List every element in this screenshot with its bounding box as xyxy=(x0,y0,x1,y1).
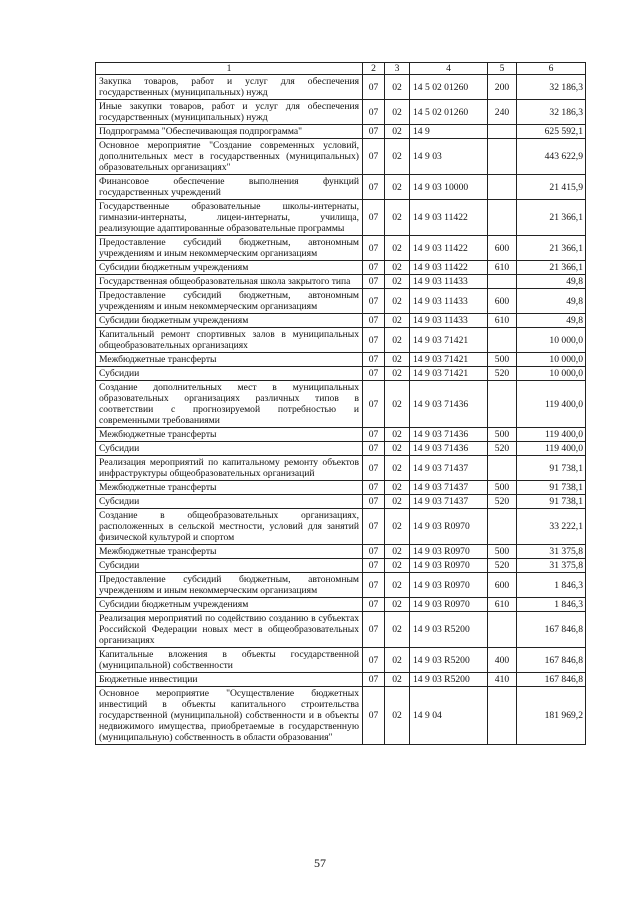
item-name-cell: Государственные образовательные школы-интернаты, гимназии-интернаты, лицеи-интернаты, училища, реализующие адаптированные образовательные программы xyxy=(96,200,363,236)
section-code-cell: 07 xyxy=(363,381,385,428)
target-article-cell: 14 9 03 R5200 xyxy=(410,612,488,648)
amount-cell: 443 622,9 xyxy=(517,139,586,175)
expense-type-cell: 600 xyxy=(488,573,517,598)
section-code-cell: 07 xyxy=(363,559,385,573)
expense-type-cell xyxy=(488,175,517,200)
item-name-cell: Субсидии бюджетным учреждениям xyxy=(96,598,363,612)
subsection-code-cell: 02 xyxy=(385,236,410,261)
item-name-cell: Капитальные вложения в объекты государственной (муниципальной) собственности xyxy=(96,648,363,673)
target-article-cell: 14 9 03 71421 xyxy=(410,367,488,381)
amount-cell: 32 186,3 xyxy=(517,100,586,125)
item-name-cell: Иные закупки товаров, работ и услуг для обеспечения государственных (муниципальных) нужд xyxy=(96,100,363,125)
expense-type-cell: 610 xyxy=(488,598,517,612)
target-article-cell: 14 9 xyxy=(410,125,488,139)
section-code-cell: 07 xyxy=(363,687,385,745)
table-row xyxy=(96,545,586,559)
amount-cell: 10 000,0 xyxy=(517,367,586,381)
table-row xyxy=(96,509,586,545)
target-article-cell: 14 9 03 R0970 xyxy=(410,509,488,545)
expense-type-cell: 600 xyxy=(488,236,517,261)
header-col-3: 3 xyxy=(385,63,410,75)
amount-cell: 181 969,2 xyxy=(517,687,586,745)
target-article-cell: 14 9 03 xyxy=(410,139,488,175)
subsection-code-cell: 02 xyxy=(385,648,410,673)
expense-type-cell: 520 xyxy=(488,495,517,509)
subsection-code-cell: 02 xyxy=(385,428,410,442)
amount-cell: 21 366,1 xyxy=(517,200,586,236)
expense-type-cell: 500 xyxy=(488,545,517,559)
expense-type-cell: 240 xyxy=(488,100,517,125)
amount-cell: 167 846,8 xyxy=(517,673,586,687)
expense-type-cell: 500 xyxy=(488,353,517,367)
section-code-cell: 07 xyxy=(363,200,385,236)
subsection-code-cell: 02 xyxy=(385,314,410,328)
item-name-cell: Межбюджетные трансферты xyxy=(96,481,363,495)
table-row xyxy=(96,381,586,428)
target-article-cell: 14 9 03 71436 xyxy=(410,428,488,442)
section-code-cell: 07 xyxy=(363,612,385,648)
header-col-5: 5 xyxy=(488,63,517,75)
table-row xyxy=(96,289,586,314)
target-article-cell: 14 9 03 11422 xyxy=(410,261,488,275)
section-code-cell: 07 xyxy=(363,367,385,381)
expense-type-cell: 520 xyxy=(488,442,517,456)
amount-cell: 119 400,0 xyxy=(517,428,586,442)
expense-type-cell xyxy=(488,381,517,428)
expense-type-cell xyxy=(488,687,517,745)
subsection-code-cell: 02 xyxy=(385,275,410,289)
item-name-cell: Межбюджетные трансферты xyxy=(96,353,363,367)
target-article-cell: 14 9 03 R5200 xyxy=(410,648,488,673)
section-code-cell: 07 xyxy=(363,175,385,200)
table-row xyxy=(96,367,586,381)
amount-cell: 1 846,3 xyxy=(517,573,586,598)
table-body xyxy=(96,75,586,745)
expense-type-cell xyxy=(488,200,517,236)
budget-table-container xyxy=(95,62,585,745)
amount-cell: 625 592,1 xyxy=(517,125,586,139)
table-row xyxy=(96,495,586,509)
subsection-code-cell: 02 xyxy=(385,598,410,612)
section-code-cell: 07 xyxy=(363,328,385,353)
table-row xyxy=(96,573,586,598)
item-name-cell: Субсидии бюджетным учреждениям xyxy=(96,261,363,275)
item-name-cell: Закупка товаров, работ и услуг для обеспечения государственных (муниципальных) нужд xyxy=(96,75,363,100)
section-code-cell: 07 xyxy=(363,139,385,175)
item-name-cell: Подпрограмма "Обеспечивающая подпрограмма" xyxy=(96,125,363,139)
amount-cell: 21 366,1 xyxy=(517,236,586,261)
table-row xyxy=(96,673,586,687)
item-name-cell: Межбюджетные трансферты xyxy=(96,428,363,442)
table-row xyxy=(96,442,586,456)
section-code-cell: 07 xyxy=(363,125,385,139)
table-row xyxy=(96,598,586,612)
target-article-cell: 14 9 03 R0970 xyxy=(410,573,488,598)
section-code-cell: 07 xyxy=(363,442,385,456)
subsection-code-cell: 02 xyxy=(385,125,410,139)
target-article-cell: 14 9 03 R0970 xyxy=(410,545,488,559)
amount-cell: 91 738,1 xyxy=(517,495,586,509)
table-row xyxy=(96,353,586,367)
item-name-cell: Субсидии бюджетным учреждениям xyxy=(96,314,363,328)
amount-cell: 31 375,8 xyxy=(517,559,586,573)
expense-type-cell: 410 xyxy=(488,673,517,687)
item-name-cell: Реализация мероприятий по капитальному ремонту объектов инфраструктуры общеобразовательных организаций xyxy=(96,456,363,481)
expense-type-cell: 600 xyxy=(488,289,517,314)
section-code-cell: 07 xyxy=(363,673,385,687)
table-row xyxy=(96,428,586,442)
target-article-cell: 14 9 03 11433 xyxy=(410,289,488,314)
expense-type-cell xyxy=(488,275,517,289)
amount-cell: 21 415,9 xyxy=(517,175,586,200)
item-name-cell: Финансовое обеспечение выполнения функций государственных учреждений xyxy=(96,175,363,200)
section-code-cell: 07 xyxy=(363,648,385,673)
subsection-code-cell: 02 xyxy=(385,573,410,598)
target-article-cell: 14 9 03 71436 xyxy=(410,381,488,428)
item-name-cell: Бюджетные инвестиции xyxy=(96,673,363,687)
expense-type-cell: 400 xyxy=(488,648,517,673)
item-name-cell: Создание дополнительных мест в муниципальных образовательных организациях различных типов в соответствии с прогнозируемой потребностью и современными требованиями xyxy=(96,381,363,428)
subsection-code-cell: 02 xyxy=(385,261,410,275)
section-code-cell: 07 xyxy=(363,481,385,495)
target-article-cell: 14 5 02 01260 xyxy=(410,75,488,100)
subsection-code-cell: 02 xyxy=(385,353,410,367)
item-name-cell: Капитальный ремонт спортивных залов в муниципальных общеобразовательных организациях xyxy=(96,328,363,353)
subsection-code-cell: 02 xyxy=(385,687,410,745)
expense-type-cell xyxy=(488,456,517,481)
target-article-cell: 14 9 03 71421 xyxy=(410,353,488,367)
amount-cell: 1 846,3 xyxy=(517,598,586,612)
subsection-code-cell: 02 xyxy=(385,139,410,175)
item-name-cell: Основное мероприятие "Осуществление бюджетных инвестиций в объекты капитального строительства государственной (муниципальной) собственности и в объекты недвижимого имущества, приобретаемые в государственную (муниципальную) собственность в области образования" xyxy=(96,687,363,745)
target-article-cell: 14 9 03 11422 xyxy=(410,236,488,261)
header-col-2: 2 xyxy=(363,63,385,75)
section-code-cell: 07 xyxy=(363,275,385,289)
item-name-cell: Реализация мероприятий по содействию созданию в субъектах Российской Федерации новых мест в общеобразовательных организациях xyxy=(96,612,363,648)
expense-type-cell xyxy=(488,328,517,353)
section-code-cell: 07 xyxy=(363,598,385,612)
subsection-code-cell: 02 xyxy=(385,456,410,481)
table-row xyxy=(96,100,586,125)
table-row xyxy=(96,200,586,236)
table-row xyxy=(96,75,586,100)
table-row xyxy=(96,328,586,353)
amount-cell: 31 375,8 xyxy=(517,545,586,559)
table-row xyxy=(96,481,586,495)
subsection-code-cell: 02 xyxy=(385,367,410,381)
target-article-cell: 14 9 03 71437 xyxy=(410,456,488,481)
section-code-cell: 07 xyxy=(363,456,385,481)
table-row xyxy=(96,648,586,673)
target-article-cell: 14 9 03 71436 xyxy=(410,442,488,456)
page-number: 57 xyxy=(314,856,326,870)
item-name-cell: Создание в общеобразовательных организациях, расположенных в сельской местности, условий для занятий физической культурой и спортом xyxy=(96,509,363,545)
section-code-cell: 07 xyxy=(363,353,385,367)
target-article-cell: 14 5 02 01260 xyxy=(410,100,488,125)
header-col-4: 4 xyxy=(410,63,488,75)
subsection-code-cell: 02 xyxy=(385,673,410,687)
amount-cell: 119 400,0 xyxy=(517,381,586,428)
item-name-cell: Предоставление субсидий бюджетным, автономным учреждениям и иным некоммерческим организациям xyxy=(96,236,363,261)
expense-type-cell: 200 xyxy=(488,75,517,100)
section-code-cell: 07 xyxy=(363,75,385,100)
target-article-cell: 14 9 03 11433 xyxy=(410,314,488,328)
item-name-cell: Государственная общеобразовательная школа закрытого типа xyxy=(96,275,363,289)
section-code-cell: 07 xyxy=(363,428,385,442)
table-row xyxy=(96,559,586,573)
section-code-cell: 07 xyxy=(363,573,385,598)
item-name-cell: Межбюджетные трансферты xyxy=(96,545,363,559)
target-article-cell: 14 9 04 xyxy=(410,687,488,745)
subsection-code-cell: 02 xyxy=(385,545,410,559)
expense-type-cell xyxy=(488,125,517,139)
target-article-cell: 14 9 03 71437 xyxy=(410,481,488,495)
amount-cell: 167 846,8 xyxy=(517,612,586,648)
subsection-code-cell: 02 xyxy=(385,328,410,353)
section-code-cell: 07 xyxy=(363,545,385,559)
expense-type-cell: 500 xyxy=(488,428,517,442)
target-article-cell: 14 9 03 R0970 xyxy=(410,559,488,573)
subsection-code-cell: 02 xyxy=(385,509,410,545)
target-article-cell: 14 9 03 R5200 xyxy=(410,673,488,687)
item-name-cell: Субсидии xyxy=(96,442,363,456)
table-header-row xyxy=(96,63,586,75)
subsection-code-cell: 02 xyxy=(385,175,410,200)
section-code-cell: 07 xyxy=(363,289,385,314)
item-name-cell: Субсидии xyxy=(96,495,363,509)
table-row xyxy=(96,275,586,289)
target-article-cell: 14 9 03 10000 xyxy=(410,175,488,200)
table-row xyxy=(96,175,586,200)
amount-cell: 167 846,8 xyxy=(517,648,586,673)
section-code-cell: 07 xyxy=(363,495,385,509)
subsection-code-cell: 02 xyxy=(385,200,410,236)
table-row xyxy=(96,314,586,328)
table-row xyxy=(96,261,586,275)
amount-cell: 32 186,3 xyxy=(517,75,586,100)
expense-type-cell xyxy=(488,612,517,648)
section-code-cell: 07 xyxy=(363,236,385,261)
amount-cell: 91 738,1 xyxy=(517,481,586,495)
table-row xyxy=(96,125,586,139)
target-article-cell: 14 9 03 11433 xyxy=(410,275,488,289)
item-name-cell: Предоставление субсидий бюджетным, автономным учреждениям и иным некоммерческим организациям xyxy=(96,289,363,314)
subsection-code-cell: 02 xyxy=(385,75,410,100)
subsection-code-cell: 02 xyxy=(385,381,410,428)
header-col-6: 6 xyxy=(517,63,586,75)
expense-type-cell xyxy=(488,139,517,175)
table-row xyxy=(96,687,586,745)
subsection-code-cell: 02 xyxy=(385,442,410,456)
target-article-cell: 14 9 03 11422 xyxy=(410,200,488,236)
target-article-cell: 14 9 03 71437 xyxy=(410,495,488,509)
expense-type-cell: 520 xyxy=(488,367,517,381)
amount-cell: 49,8 xyxy=(517,289,586,314)
amount-cell: 33 222,1 xyxy=(517,509,586,545)
table-row xyxy=(96,139,586,175)
target-article-cell: 14 9 03 71421 xyxy=(410,328,488,353)
amount-cell: 10 000,0 xyxy=(517,328,586,353)
expense-type-cell: 520 xyxy=(488,559,517,573)
amount-cell: 10 000,0 xyxy=(517,353,586,367)
table-row xyxy=(96,236,586,261)
subsection-code-cell: 02 xyxy=(385,612,410,648)
amount-cell: 49,8 xyxy=(517,314,586,328)
section-code-cell: 07 xyxy=(363,314,385,328)
amount-cell: 49,8 xyxy=(517,275,586,289)
item-name-cell: Предоставление субсидий бюджетным, автономным учреждениям и иным некоммерческим организациям xyxy=(96,573,363,598)
subsection-code-cell: 02 xyxy=(385,495,410,509)
item-name-cell: Субсидии xyxy=(96,559,363,573)
amount-cell: 21 366,1 xyxy=(517,261,586,275)
expense-type-cell xyxy=(488,509,517,545)
expense-type-cell: 500 xyxy=(488,481,517,495)
subsection-code-cell: 02 xyxy=(385,289,410,314)
item-name-cell: Субсидии xyxy=(96,367,363,381)
target-article-cell: 14 9 03 R0970 xyxy=(410,598,488,612)
section-code-cell: 07 xyxy=(363,509,385,545)
section-code-cell: 07 xyxy=(363,100,385,125)
expense-type-cell: 610 xyxy=(488,261,517,275)
amount-cell: 91 738,1 xyxy=(517,456,586,481)
section-code-cell: 07 xyxy=(363,261,385,275)
subsection-code-cell: 02 xyxy=(385,100,410,125)
budget-table xyxy=(95,62,586,745)
subsection-code-cell: 02 xyxy=(385,481,410,495)
table-row xyxy=(96,456,586,481)
expense-type-cell: 610 xyxy=(488,314,517,328)
item-name-cell: Основное мероприятие "Создание современных условий, дополнительных мест в государственных (муниципальных) образовательных организациях" xyxy=(96,139,363,175)
amount-cell: 119 400,0 xyxy=(517,442,586,456)
header-col-1: 1 xyxy=(96,63,363,75)
table-row xyxy=(96,612,586,648)
subsection-code-cell: 02 xyxy=(385,559,410,573)
